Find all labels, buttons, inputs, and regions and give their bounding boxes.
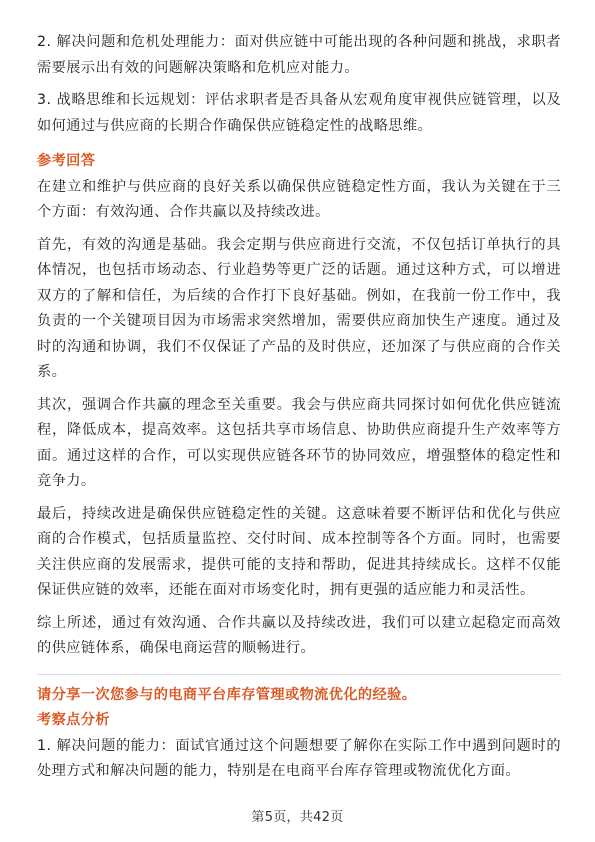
paragraph-assessment-1: 1. 解决问题的能力：面试官通过这个问题想要了解你在实际工作中遇到问题时的处理方式和解决问题的能力，特别是在电商平台库存管理或物流优化方面。 <box>37 737 561 779</box>
paragraph-answer-summary: 综上所述，通过有效沟通、合作共赢以及持续改进，我们可以建立起稳定而高效的供应链体系，确保电商运营的顺畅进行。 <box>37 614 561 656</box>
question-heading: 请分享一次您参与的电商平台库存管理或物流优化的经验。 <box>37 686 417 703</box>
paragraph-answer-intro: 在建立和维护与供应商的良好关系以确保供应链稳定性方面，我认为关键在于三个方面：有效沟通、合作共赢以及持续改进。 <box>37 178 561 220</box>
section-divider <box>37 674 561 675</box>
heading-reference-answer: 参考回答 <box>37 153 96 169</box>
paragraph-criterion-2: 2. 解决问题和危机处理能力：面对供应链中可能出现的各种问题和挑战，求职者需要展示出有效的问题解决策略和危机应对能力。 <box>37 34 561 76</box>
paragraph-answer-last: 最后，持续改进是确保供应链稳定性的关键。这意味着要不断评估和优化与供应商的合作模式，包括质量监控、交付时间、成本控制等各个方面。同时，也需要关注供应商的发展需求，提供可能的支持和帮助，促进其持续成长。这样不仅能保证供应链的效率，还能在面对市场变化时，拥有更强的适应能力和灵活性。 <box>37 505 561 598</box>
document-content <box>37 30 561 785</box>
paragraph-criterion-3: 3. 战略思维和长远规划：评估求职者是否具备从宏观角度审视供应链管理，以及如何通过与供应商的长期合作确保供应链稳定性的战略思维。 <box>37 92 561 134</box>
page-number-footer: 第5页，共42页 <box>251 810 344 825</box>
paragraph-answer-first: 首先，有效的沟通是基础。我会定期与供应商进行交流，不仅包括订单执行的具体情况，也包括市场动态、行业趋势等更广泛的话题。通过这种方式，可以增进双方的了解和信任，为后续的合作打下良好基础。例如，在我前一份工作中，我负责的一个关键项目因为市场需求突然增加，需要供应商加快生产速度。通过及时的沟通和协调，我们不仅保证了产品的及时供应，还加深了与供应商的合作关系。 <box>37 236 561 380</box>
heading-assessment-analysis: 考察点分析 <box>37 712 110 728</box>
paragraph-answer-second: 其次，强调合作共赢的理念至关重要。我会与供应商共同探讨如何优化供应链流程，降低成本，提高效率。这包括共享市场信息、协助供应商提升生产效率等方面。通过这样的合作，可以实现供应链各环节的协同效应，增强整体的稳定性和竞争力。 <box>37 396 561 489</box>
